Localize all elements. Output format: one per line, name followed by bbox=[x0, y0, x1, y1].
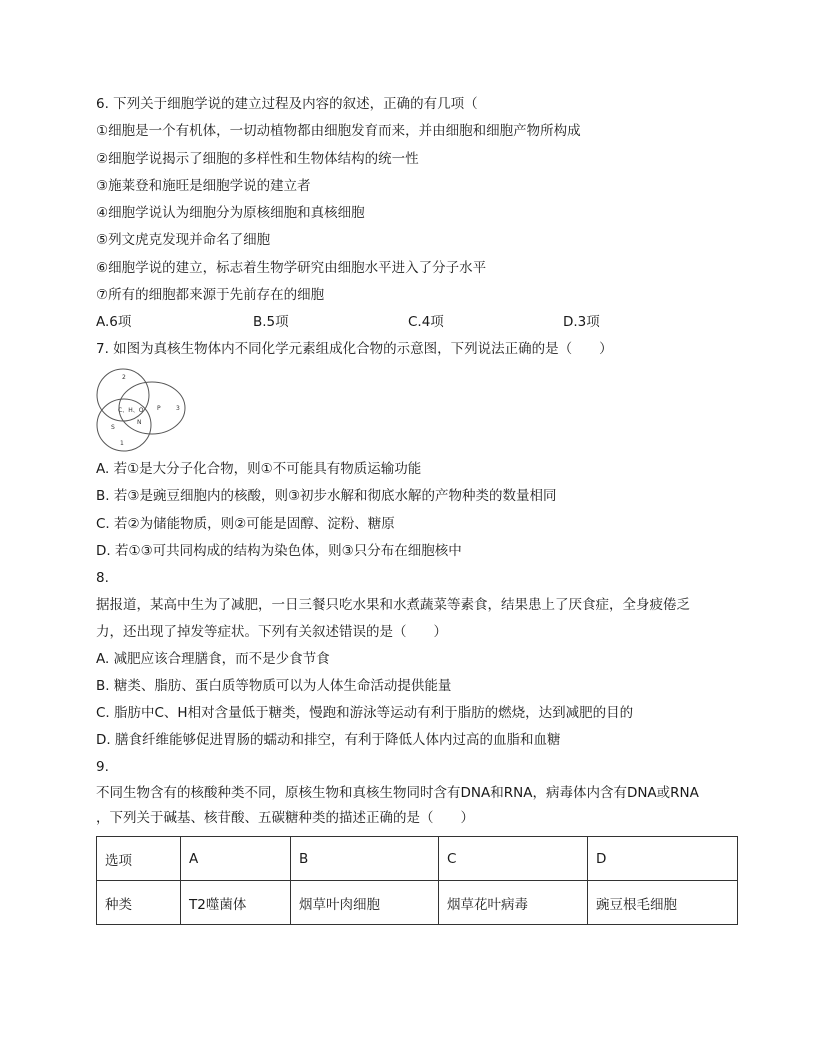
venn-label-center: C、H、O bbox=[118, 407, 144, 414]
q7-option-c: C. 若②为储能物质，则②可能是固醇、淀粉、糖原 bbox=[96, 516, 395, 532]
table-row bbox=[97, 881, 738, 925]
venn-label-n: N bbox=[137, 419, 142, 426]
q9-number: 9. bbox=[96, 759, 109, 775]
table-cell: 豌豆根毛细胞 bbox=[588, 881, 738, 925]
venn-label-s: S bbox=[111, 424, 115, 431]
venn-label-1: 1 bbox=[120, 440, 124, 447]
q8-stem-line-1: 据报道，某高中生为了减肥，一日三餐只吃水果和水煮蔬菜等素食，结果患上了厌食症，全身疲倦乏 bbox=[96, 597, 690, 613]
q8-stem-line-2: 力，还出现了掉发等症状。下列有关叙述错误的是（ ） bbox=[96, 624, 447, 640]
venn-diagram bbox=[96, 365, 188, 453]
venn-label-3: 3 bbox=[176, 405, 180, 412]
q7-option-b: B. 若③是豌豆细胞内的核酸，则③初步水解和彻底水解的产物种类的数量相同 bbox=[96, 488, 557, 504]
q9-table bbox=[96, 836, 738, 925]
q6-item-6: ⑥细胞学说的建立，标志着生物学研究由细胞水平进入了分子水平 bbox=[96, 260, 487, 276]
table-cell: B bbox=[291, 837, 439, 881]
q8-option-d: D. 膳食纤维能够促进胃肠的蠕动和排空，有利于降低人体内过高的血脂和血糖 bbox=[96, 732, 561, 748]
q9-stem-line-1: 不同生物含有的核酸种类不同，原核生物和真核生物同时含有DNA和RNA，病毒体内含有DNA或RNA bbox=[96, 785, 699, 801]
q6-item-7: ⑦所有的细胞都来源于先前存在的细胞 bbox=[96, 287, 325, 303]
q8-number: 8. bbox=[96, 570, 109, 586]
table-cell: T2噬菌体 bbox=[181, 881, 291, 925]
table-cell: 烟草叶肉细胞 bbox=[291, 881, 439, 925]
table-cell: D bbox=[588, 837, 738, 881]
q8-option-c: C. 脂肪中C、H相对含量低于糖类，慢跑和游泳等运动有利于脂肪的燃烧，达到减肥的目的 bbox=[96, 705, 634, 721]
q6-item-4: ④细胞学说认为细胞分为原核细胞和真核细胞 bbox=[96, 205, 365, 221]
table-cell: C bbox=[439, 837, 588, 881]
table-header-row bbox=[97, 837, 738, 881]
q7-option-d: D. 若①③可共同构成的结构为染色体，则③只分布在细胞核中 bbox=[96, 543, 462, 559]
q6-item-5: ⑤列文虎克发现并命名了细胞 bbox=[96, 232, 271, 248]
q8-option-a: A. 减肥应该合理膳食，而不是少食节食 bbox=[96, 651, 330, 667]
q7-option-a: A. 若①是大分子化合物，则①不可能具有物质运输功能 bbox=[96, 461, 422, 477]
q6-item-3: ③施莱登和施旺是细胞学说的建立者 bbox=[96, 178, 311, 194]
q6-stem: 6. 下列关于细胞学说的建立过程及内容的叙述，正确的有几项（ bbox=[96, 96, 478, 112]
table-cell: 种类 bbox=[97, 881, 181, 925]
q6-option-a: A.6项 bbox=[96, 314, 132, 330]
q6-option-d: D.3项 bbox=[563, 314, 600, 330]
table-cell: 选项 bbox=[97, 837, 181, 881]
venn-label-2: 2 bbox=[122, 374, 126, 381]
table-cell: 烟草花叶病毒 bbox=[439, 881, 588, 925]
q6-option-c: C.4项 bbox=[408, 314, 444, 330]
table-cell: A bbox=[181, 837, 291, 881]
venn-label-p: P bbox=[157, 405, 161, 412]
q7-stem: 7. 如图为真核生物体内不同化学元素组成化合物的示意图，下列说法正确的是（ ） bbox=[96, 341, 613, 357]
q6-item-1: ①细胞是一个有机体，一切动植物都由细胞发育而来，并由细胞和细胞产物所构成 bbox=[96, 123, 581, 139]
q8-option-b: B. 糖类、脂肪、蛋白质等物质可以为人体生命活动提供能量 bbox=[96, 678, 452, 694]
q9-stem-line-2: ，下列关于碱基、核苷酸、五碳糖种类的描述正确的是（ ） bbox=[96, 810, 474, 826]
q6-option-b: B.5项 bbox=[253, 314, 289, 330]
q6-item-2: ②细胞学说揭示了细胞的多样性和生物体结构的统一性 bbox=[96, 151, 419, 167]
